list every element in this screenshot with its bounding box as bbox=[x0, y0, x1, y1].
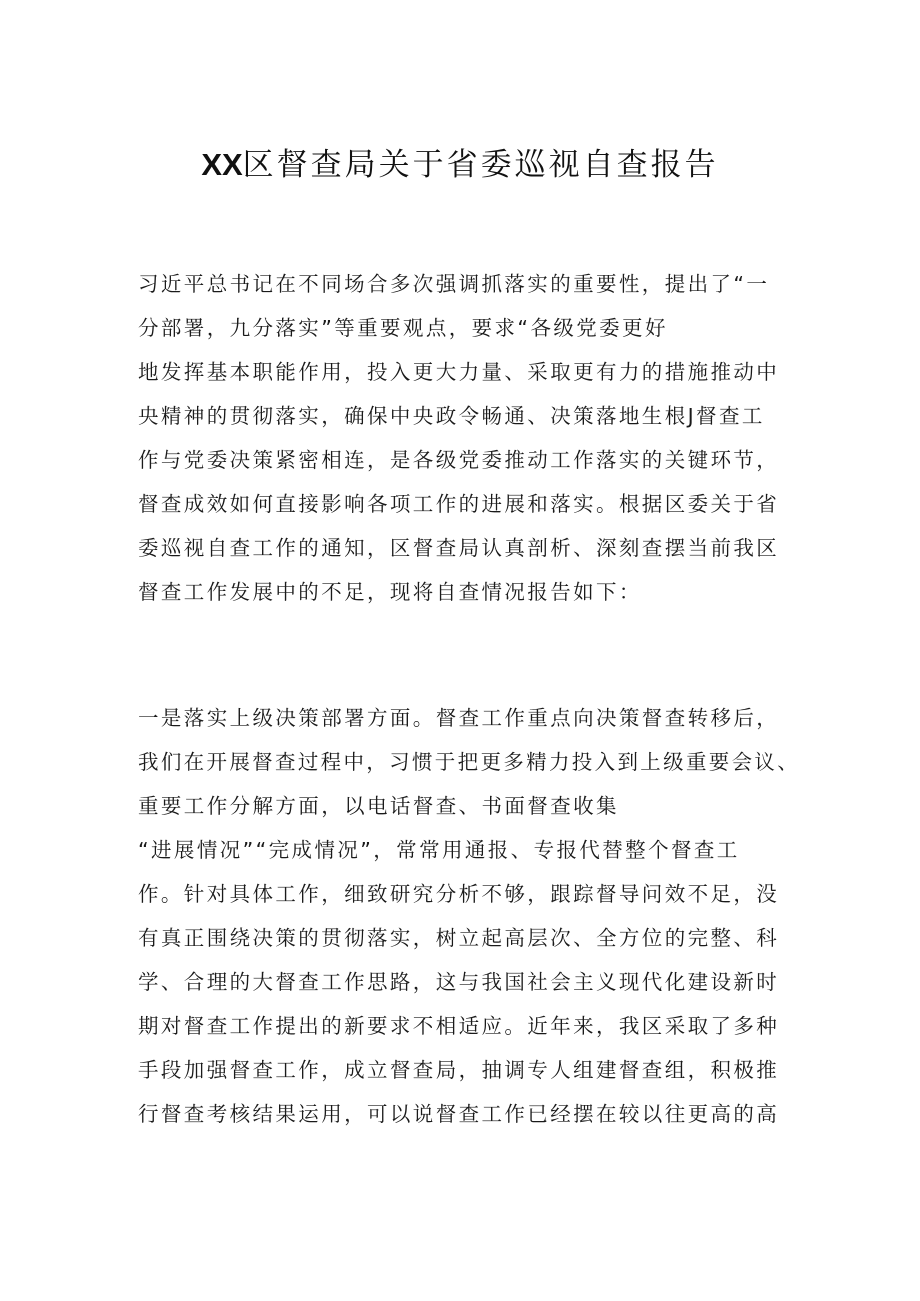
paragraph-line: 督查工作发展中的不足，现将自查情况报告如下： bbox=[138, 580, 642, 604]
paragraph-line: 委巡视自查工作的通知，区督查局认真剖析、深刻查摆当前我区 bbox=[138, 536, 780, 560]
paragraph-line: 重要工作分解方面，以电话督查、书面督查收集 bbox=[138, 794, 619, 818]
paragraph-line: 行督查考核结果运用，可以说督查工作已经摆在较以往更高的高 bbox=[138, 1102, 780, 1126]
paragraph-line: 地发挥基本职能作用，投入更大力量、采取更有力的措施推动中 bbox=[138, 360, 780, 384]
paragraph-line: 手段加强督查工作，成立督查局，抽调专人组建督查组，积极推 bbox=[138, 1058, 780, 1082]
paragraph-line: 期对督查工作提出的新要求不相适应。近年来，我区采取了多种 bbox=[138, 1014, 780, 1038]
paragraph-line: 我们在开展督查过程中，习惯于把更多精力投入到上级重要会议、 bbox=[138, 750, 801, 774]
paragraph-line: 学、合理的大督查工作思路，这与我国社会主义现代化建设新时 bbox=[138, 970, 780, 994]
paragraph-line: 作。针对具体工作，细致研究分析不够，跟踪督导问效不足，没 bbox=[138, 882, 780, 906]
paragraph-line: 作与党委决策紧密相连，是各级党委推动工作落实的关键环节， bbox=[138, 448, 780, 472]
paragraph-line: 央精神的贯彻落实，确保中央政令畅通、决策落地生根J督查工 bbox=[138, 404, 765, 428]
paragraph-line: 分部署，九分落实”等重要观点，要求“各级党委更好 bbox=[138, 316, 668, 340]
paragraph-line: 一是落实上级决策部署方面。督查工作重点向决策督查转移后， bbox=[138, 706, 780, 730]
title-prefix: XX bbox=[201, 147, 243, 182]
paragraph-line: “进展情况”“完成情况”，常常用通报、专报代替整个督查工 bbox=[138, 838, 740, 862]
paragraph-line: 习近平总书记在不同场合多次强调抓落实的重要性，提出了“一 bbox=[138, 272, 770, 296]
paragraph-line: 有真正围绕决策的贯彻落实，树立起高层次、全方位的完整、科 bbox=[138, 926, 780, 950]
document-title bbox=[0, 142, 920, 188]
title-text: 区督查局关于省委巡视自查报告 bbox=[242, 147, 719, 183]
paragraph-line: 督查成效如何直接影响各项工作的进展和落实。根据区委关于省 bbox=[138, 492, 780, 516]
